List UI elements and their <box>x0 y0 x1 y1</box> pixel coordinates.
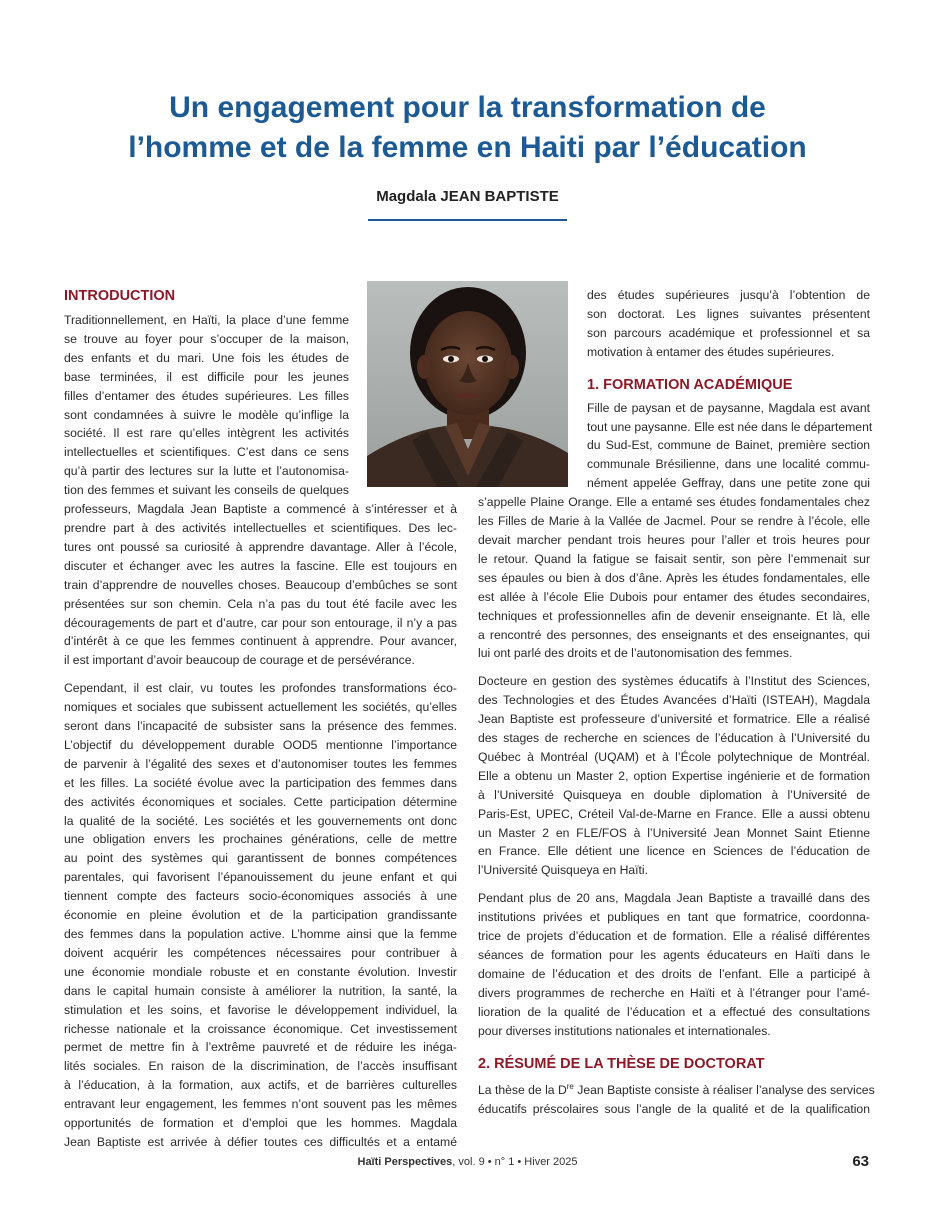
text-line: société. Il est rare qu’elles intègrent les activités <box>64 426 349 441</box>
text-line: nément appelée Geffray, dans une petite zone qui <box>587 476 870 491</box>
text-line: seront dans l’incapacité de subsister sans la présence des femmes. <box>64 719 457 734</box>
text-line: techniques et professionnelles afin de devenir enseignante. Et là, elle <box>478 608 870 623</box>
text-line: stimulation et les soins, et favorise le développement individuel, la <box>64 1002 457 1017</box>
intro-continuation <box>587 286 870 362</box>
text-line: tures ont poussé sa curiosité à apprendre davantage. Aller à l’école, <box>64 539 457 554</box>
text-line: qu’à partir des lectures sur la lutte et l’autonomisa- <box>64 464 349 479</box>
text-line: les Filles de Marie à la Vallée de Jacmel. Pour se rendre à l’école, elle <box>478 514 870 529</box>
text-line <box>478 1078 875 1100</box>
text-line: découragements de part et d’autre, car pour son entourage, il n’y a pas <box>64 615 457 630</box>
text-line: s’appelle Plaine Orange. Elle a entamé ses études fondamentales chez <box>478 495 870 510</box>
left-column <box>64 287 457 1152</box>
text-line: discuter et échanger avec les autres la fascine. Elle est toujours en <box>64 558 457 573</box>
formation-paragraph-2 <box>478 672 870 880</box>
text-line: Docteure en gestion des systèmes éducatifs à l’Institut des Sciences, <box>478 674 870 689</box>
author-name: Magdala JEAN BAPTISTE <box>376 188 559 205</box>
page-number: 63 <box>852 1153 869 1170</box>
resume-line-sup: re <box>566 1081 574 1091</box>
resume-paragraph <box>478 1078 875 1119</box>
text-line: et les filles. La société évolue avec la participation des femmes dans <box>64 775 457 790</box>
text-line: des enfants et du mari. Une fois les études de <box>64 350 349 365</box>
text-line: domaine de l’éducation et des droits de l’enfant. Elle a participé à <box>478 966 870 981</box>
text-line: tiennent compte des facteurs socio-économiques associés à une <box>64 889 457 904</box>
text-line: est allée à l’école Elie Dubois pour entamer des études secondaires, <box>478 589 870 604</box>
text-line: économie en pleine évolution et de la participation grandissante <box>64 908 457 923</box>
text-line: communale Brésilienne, dans une localité commu- <box>587 457 870 472</box>
text-line: a rencontré des personnes, des enseignants et des enseignantes, qui <box>478 627 870 642</box>
text-line: des stages de recherche en sciences de l’éducation à l’Université du <box>478 731 870 746</box>
text-line: de parvenir à l’égalité des sexes et d’autonomiser toutes les femmes <box>64 756 457 771</box>
text-line: une obligation envers les prochaines générations, celle de mettre <box>64 832 457 847</box>
text-line: intellectuelles et scientifiques. C’est dans ce sens <box>64 445 349 460</box>
introduction-heading: INTRODUCTION <box>64 288 176 304</box>
text-line: base terminées, il est difficile pour les jeunes <box>64 369 349 384</box>
page-footer <box>0 1156 935 1168</box>
resume-line-pre: La thèse de la D <box>478 1082 567 1097</box>
text-line: le retour. Quand la fatigue se faisait sentir, son père l’emmenait sur <box>478 551 870 566</box>
text-line: au point des systèmes qui garantissent de bonnes compétences <box>64 851 457 866</box>
author-underline <box>368 219 567 221</box>
text-line: en France. Elle détient une licence en Sciences de l’éducation de <box>478 844 870 859</box>
formation-paragraph-1 <box>478 399 873 664</box>
text-line: permet de mettre fin à l’extrême pauvreté et de réduire les inéga- <box>64 1040 457 1055</box>
text-line: à l’éducation, à la formation, aux actifs, et de barrières culturelles <box>64 1078 457 1093</box>
text-line: se trouve au foyer pour s’occuper de la maison, <box>64 331 349 346</box>
text-line: L’objectif du développement durable OOD5 mentionne l’importance <box>64 737 457 752</box>
text-line: entravant leur engagement, les femmes n’ont souvent pas les mêmes <box>64 1097 457 1112</box>
text-line: richesse nationale et la croissance économique. Cet investissement <box>64 1021 457 1036</box>
text-line: trice de projets d’éducation et de formation. Elle a réalisé différentes <box>478 929 870 944</box>
text-line: Jean Baptiste est professeure d’université et formatrice. Elle a réalisé <box>478 712 870 727</box>
text-line: opportunités de formation et d’emploi que les hommes. Magdala <box>64 1116 457 1131</box>
text-line: l’Université Quisqueya en Haïti. <box>478 863 649 878</box>
text-line: Fille de paysan et de paysanne, Magdala est avant <box>587 400 870 415</box>
text-line: divers programmes de recherche en Haïti et à l’étranger pour l’amé- <box>478 985 870 1000</box>
text-line: d’intérêt à ce que les femmes continuent à apprendre. Pour avancer, <box>64 634 457 649</box>
text-line: sont condamnées à suivre le modèle qu’inflige la <box>64 407 349 422</box>
text-line: un Master 2 en FLE/FOS à l’Université Jean Monnet Saint Etienne <box>478 825 870 840</box>
text-line: la qualité de la société. Les sociétés et les gouvernements ont donc <box>64 813 457 828</box>
text-line: pour diverses institutions nationales et internationales. <box>478 1023 771 1038</box>
text-line: à l’Université Quisqueya en double diplomation à l’Université de <box>478 787 870 802</box>
text-line: présentées sur son chemin. Cela n’a pas du tout été facile avec les <box>64 596 457 611</box>
formation-paragraph-3 <box>478 889 870 1040</box>
text-line: Cependant, il est clair, vu toutes les profondes transformations éco- <box>64 681 457 696</box>
journal-issue: , vol. 9 • n° 1 • Hiver 2025 <box>452 1156 578 1168</box>
text-line: des études supérieures jusqu’à l’obtention de <box>587 288 870 302</box>
text-line: son parcours académique et professionnel et sa <box>587 325 870 340</box>
text-line: Québec à Montréal (UQAM) et à l’École polytechnique de Montréal. <box>478 749 870 764</box>
text-line: filles d’entamer des études supérieures. Les filles <box>64 388 349 403</box>
text-line: ses épaules ou bien à dos d’âne. Après les études fondamentales, elle <box>478 570 870 585</box>
text-line: éducatifs préscolaires sous l’angle de la qualité et de la qualification <box>478 1101 870 1116</box>
text-line: Elle a obtenu un Master 2, option Expertise ingénierie et de formation <box>478 768 870 783</box>
text-line: Paris-Est, UPEC, Créteil Val-de-Marne en France. Elle a aussi obtenu <box>478 806 870 821</box>
text-line: séances de formation pour les agents éducateurs en Haïti dans le <box>478 948 870 962</box>
text-line: son doctorat. Les lignes suivantes présentent <box>587 306 870 321</box>
text-line: Jean Baptiste est arrivée à défier toutes ces difficultés et a entamé <box>64 1134 457 1149</box>
right-column <box>478 286 875 1118</box>
text-line: motivation à entamer des études supérieures. <box>587 344 835 359</box>
text-line: lui ont parlé des droits et de l’autonomisation des femmes. <box>478 646 793 661</box>
title-line-2: l’homme et de la femme en Haiti par l’éducation <box>128 131 807 164</box>
text-line: doivent acquérir les compétences nécessaires pour contribuer à <box>64 945 457 960</box>
text-line: nomiques et sociales que subissent actuellement les sociétés, qu’elles <box>64 700 457 715</box>
text-line: des Technologies et des Études Avancées d’Haïti (ISTEAH), Magdala <box>478 693 870 708</box>
formation-heading: 1. FORMATION ACADÉMIQUE <box>587 376 793 393</box>
text-line: tout une paysanne. Elle est née dans le département <box>587 419 873 434</box>
text-line: lioration de la qualité de l’éducation et a effectué des consultations <box>478 1004 870 1019</box>
text-line: institutions privées et publiques en tant que formatrice, coordonna- <box>478 910 870 925</box>
text-line: Pendant plus de 20 ans, Magdala Jean Baptiste a travaillé dans des <box>478 891 870 906</box>
text-line: dans le capital humain consiste à améliorer la nutrition, la santé, la <box>64 983 457 998</box>
text-line: train d’apprendre de nouvelles choses. Beaucoup d’embûches se sont <box>64 577 457 592</box>
text-line: des femmes dans la population active. L’homme ainsi que la femme <box>64 927 457 941</box>
text-line: professeurs, Magdala Jean Baptiste a commencé à s’intéresser et à <box>64 502 457 517</box>
text-line: prendre part à des activités intellectuelles et scientifiques. Des lec- <box>64 520 457 535</box>
intro-paragraph-1 <box>64 311 457 670</box>
text-line: parentales, qui favorisent l’épanouissement du jeune enfant et qui <box>64 870 457 885</box>
article-title <box>60 88 875 168</box>
text-line: lités sociales. En raison de la discrimination, de l’accès insuffisant <box>64 1059 457 1074</box>
resume-heading: 2. RÉSUMÉ DE LA THÈSE DE DOCTORAT <box>478 1055 765 1072</box>
text-line: tion des femmes et suivant les conseils de quelques <box>64 483 349 498</box>
text-line: du Sud-Est, commune de Bainet, première section <box>587 438 870 453</box>
resume-line-post: Jean Baptiste consiste à réaliser l’analyse des services <box>573 1082 875 1097</box>
intro-paragraph-2 <box>64 679 457 1152</box>
text-line: devait marcher pendant trois heures pour l’aller et trois heures pour <box>478 532 870 547</box>
text-line: une économie mondiale robuste et en constante évolution. Investir <box>64 964 457 979</box>
text-line: Traditionnellement, en Haïti, la place d’une femme <box>64 313 349 327</box>
journal-name: Haïti Perspectives <box>357 1156 453 1168</box>
text-line: il est important d’avoir beaucoup de courage et de persévérance. <box>64 653 415 668</box>
text-line: des activités économiques et sociales. Cette participation détermine <box>64 794 457 809</box>
title-line-1: Un engagement pour la transformation de <box>169 91 766 124</box>
